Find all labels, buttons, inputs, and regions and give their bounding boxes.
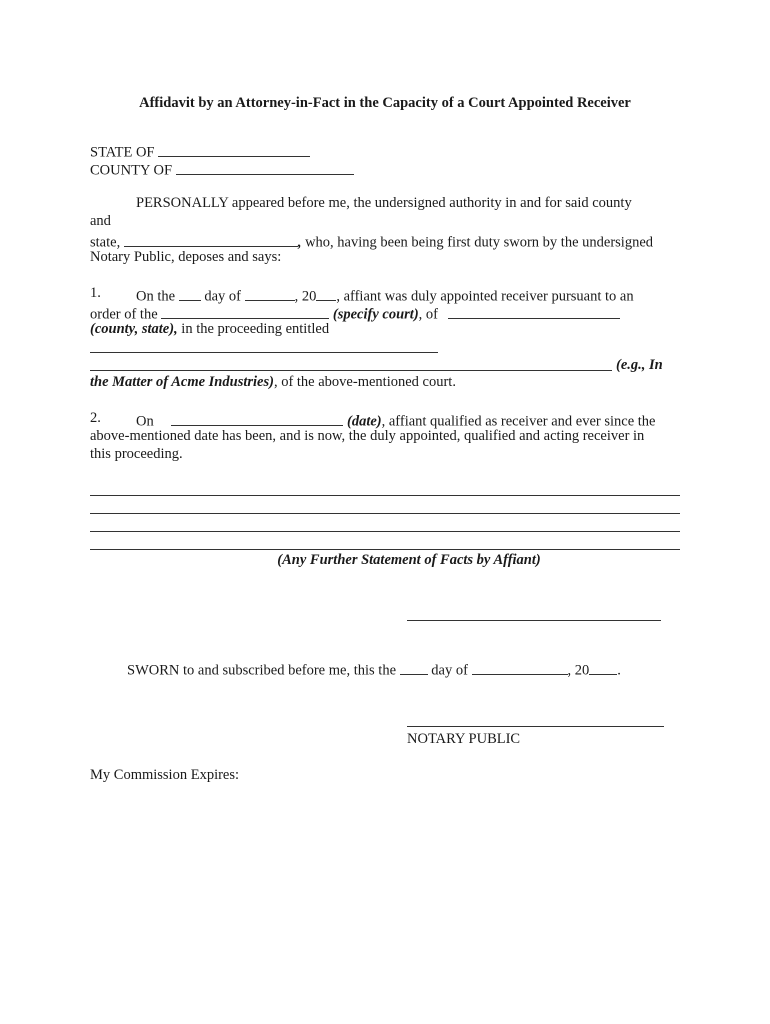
intro-who: who, having been being first duty sworn by the undersigned (305, 234, 654, 251)
statement-line-1[interactable] (90, 495, 680, 496)
para2-on: On (136, 413, 154, 430)
para1-proceeding: in the proceeding entitled (181, 321, 330, 337)
intro-state-blank[interactable] (124, 231, 298, 247)
para1-order-of-the: order of the (90, 306, 158, 323)
para2-line3: this proceeding. (90, 446, 183, 462)
notary-public-label: NOTARY PUBLIC (407, 731, 521, 747)
para1-caption-blank-2[interactable] (90, 370, 612, 371)
para1-county-blank[interactable] (448, 303, 620, 319)
para1-line5 (90, 374, 456, 391)
statement-line-4[interactable] (90, 549, 680, 550)
para2-num: 2. (90, 410, 101, 426)
intro-notary: Notary Public, deposes and says: (90, 249, 282, 265)
document-title: Affidavit by an Attorney-in-Fact in the Capacity of a Court Appointed Receiver (139, 95, 631, 111)
state-blank[interactable] (158, 141, 310, 157)
para1-of: , of (418, 306, 438, 323)
intro-state-label: state, (90, 234, 121, 251)
para1-county-state: (county, state), (90, 321, 178, 337)
sworn-day-blank[interactable] (400, 659, 428, 675)
sworn-text: SWORN to and subscribed before me, this the (127, 662, 397, 679)
intro-lead: PERSONALLY appeared before me, the undersigned authority in and for said county (136, 195, 632, 211)
para2-qualified: , affiant qualified as receiver and ever since the (381, 413, 656, 430)
county-blank[interactable] (176, 159, 354, 175)
para1-matter: the Matter of Acme Industries) (90, 374, 274, 390)
sworn-period: . (617, 662, 621, 679)
county-line (90, 159, 354, 180)
para1-comma-20: , 20 (294, 288, 317, 305)
para1-court-blank[interactable] (161, 303, 329, 319)
para1-eg-in: (e.g., In (616, 357, 663, 373)
para1-day-of: day of (204, 288, 241, 305)
para1-num: 1. (90, 285, 101, 301)
sworn-line (127, 659, 621, 680)
notary-signature-line[interactable] (407, 726, 664, 727)
commission-expires-label: My Commission Expires: (90, 767, 240, 783)
para1-day-blank[interactable] (179, 285, 201, 301)
para2-line2: above-mentioned date has been, and is now, the duly appointed, qualified and acting receiver in (90, 428, 645, 444)
intro-comma: , (297, 234, 302, 251)
para1-month-blank[interactable] (245, 285, 295, 301)
para1-line3 (90, 321, 329, 338)
sworn-year-blank[interactable] (589, 659, 617, 675)
para2-date: (date) (346, 413, 382, 430)
sworn-comma-20: , 20 (567, 662, 590, 679)
further-statement-caption: (Any Further Statement of Facts by Affiant) (277, 552, 541, 568)
statement-line-2[interactable] (90, 513, 680, 514)
para1-caption-blank-1[interactable] (90, 352, 438, 353)
sworn-month-blank[interactable] (472, 659, 568, 675)
para1-year-blank[interactable] (316, 285, 336, 301)
state-label: STATE OF (90, 144, 155, 161)
statement-line-3[interactable] (90, 531, 680, 532)
para1-specify-court: (specify court) (332, 306, 419, 323)
para1-court: , of the above-mentioned court. (273, 374, 456, 390)
intro-and: and (90, 213, 111, 229)
para1-on-the: On the (136, 288, 176, 305)
affiant-signature-line[interactable] (407, 620, 661, 621)
county-label: COUNTY OF (90, 162, 173, 179)
para2-date-blank[interactable] (171, 410, 343, 426)
para1-appointed: , affiant was duly appointed receiver pursuant to an (336, 288, 634, 305)
sworn-day-of: day of (431, 662, 468, 679)
